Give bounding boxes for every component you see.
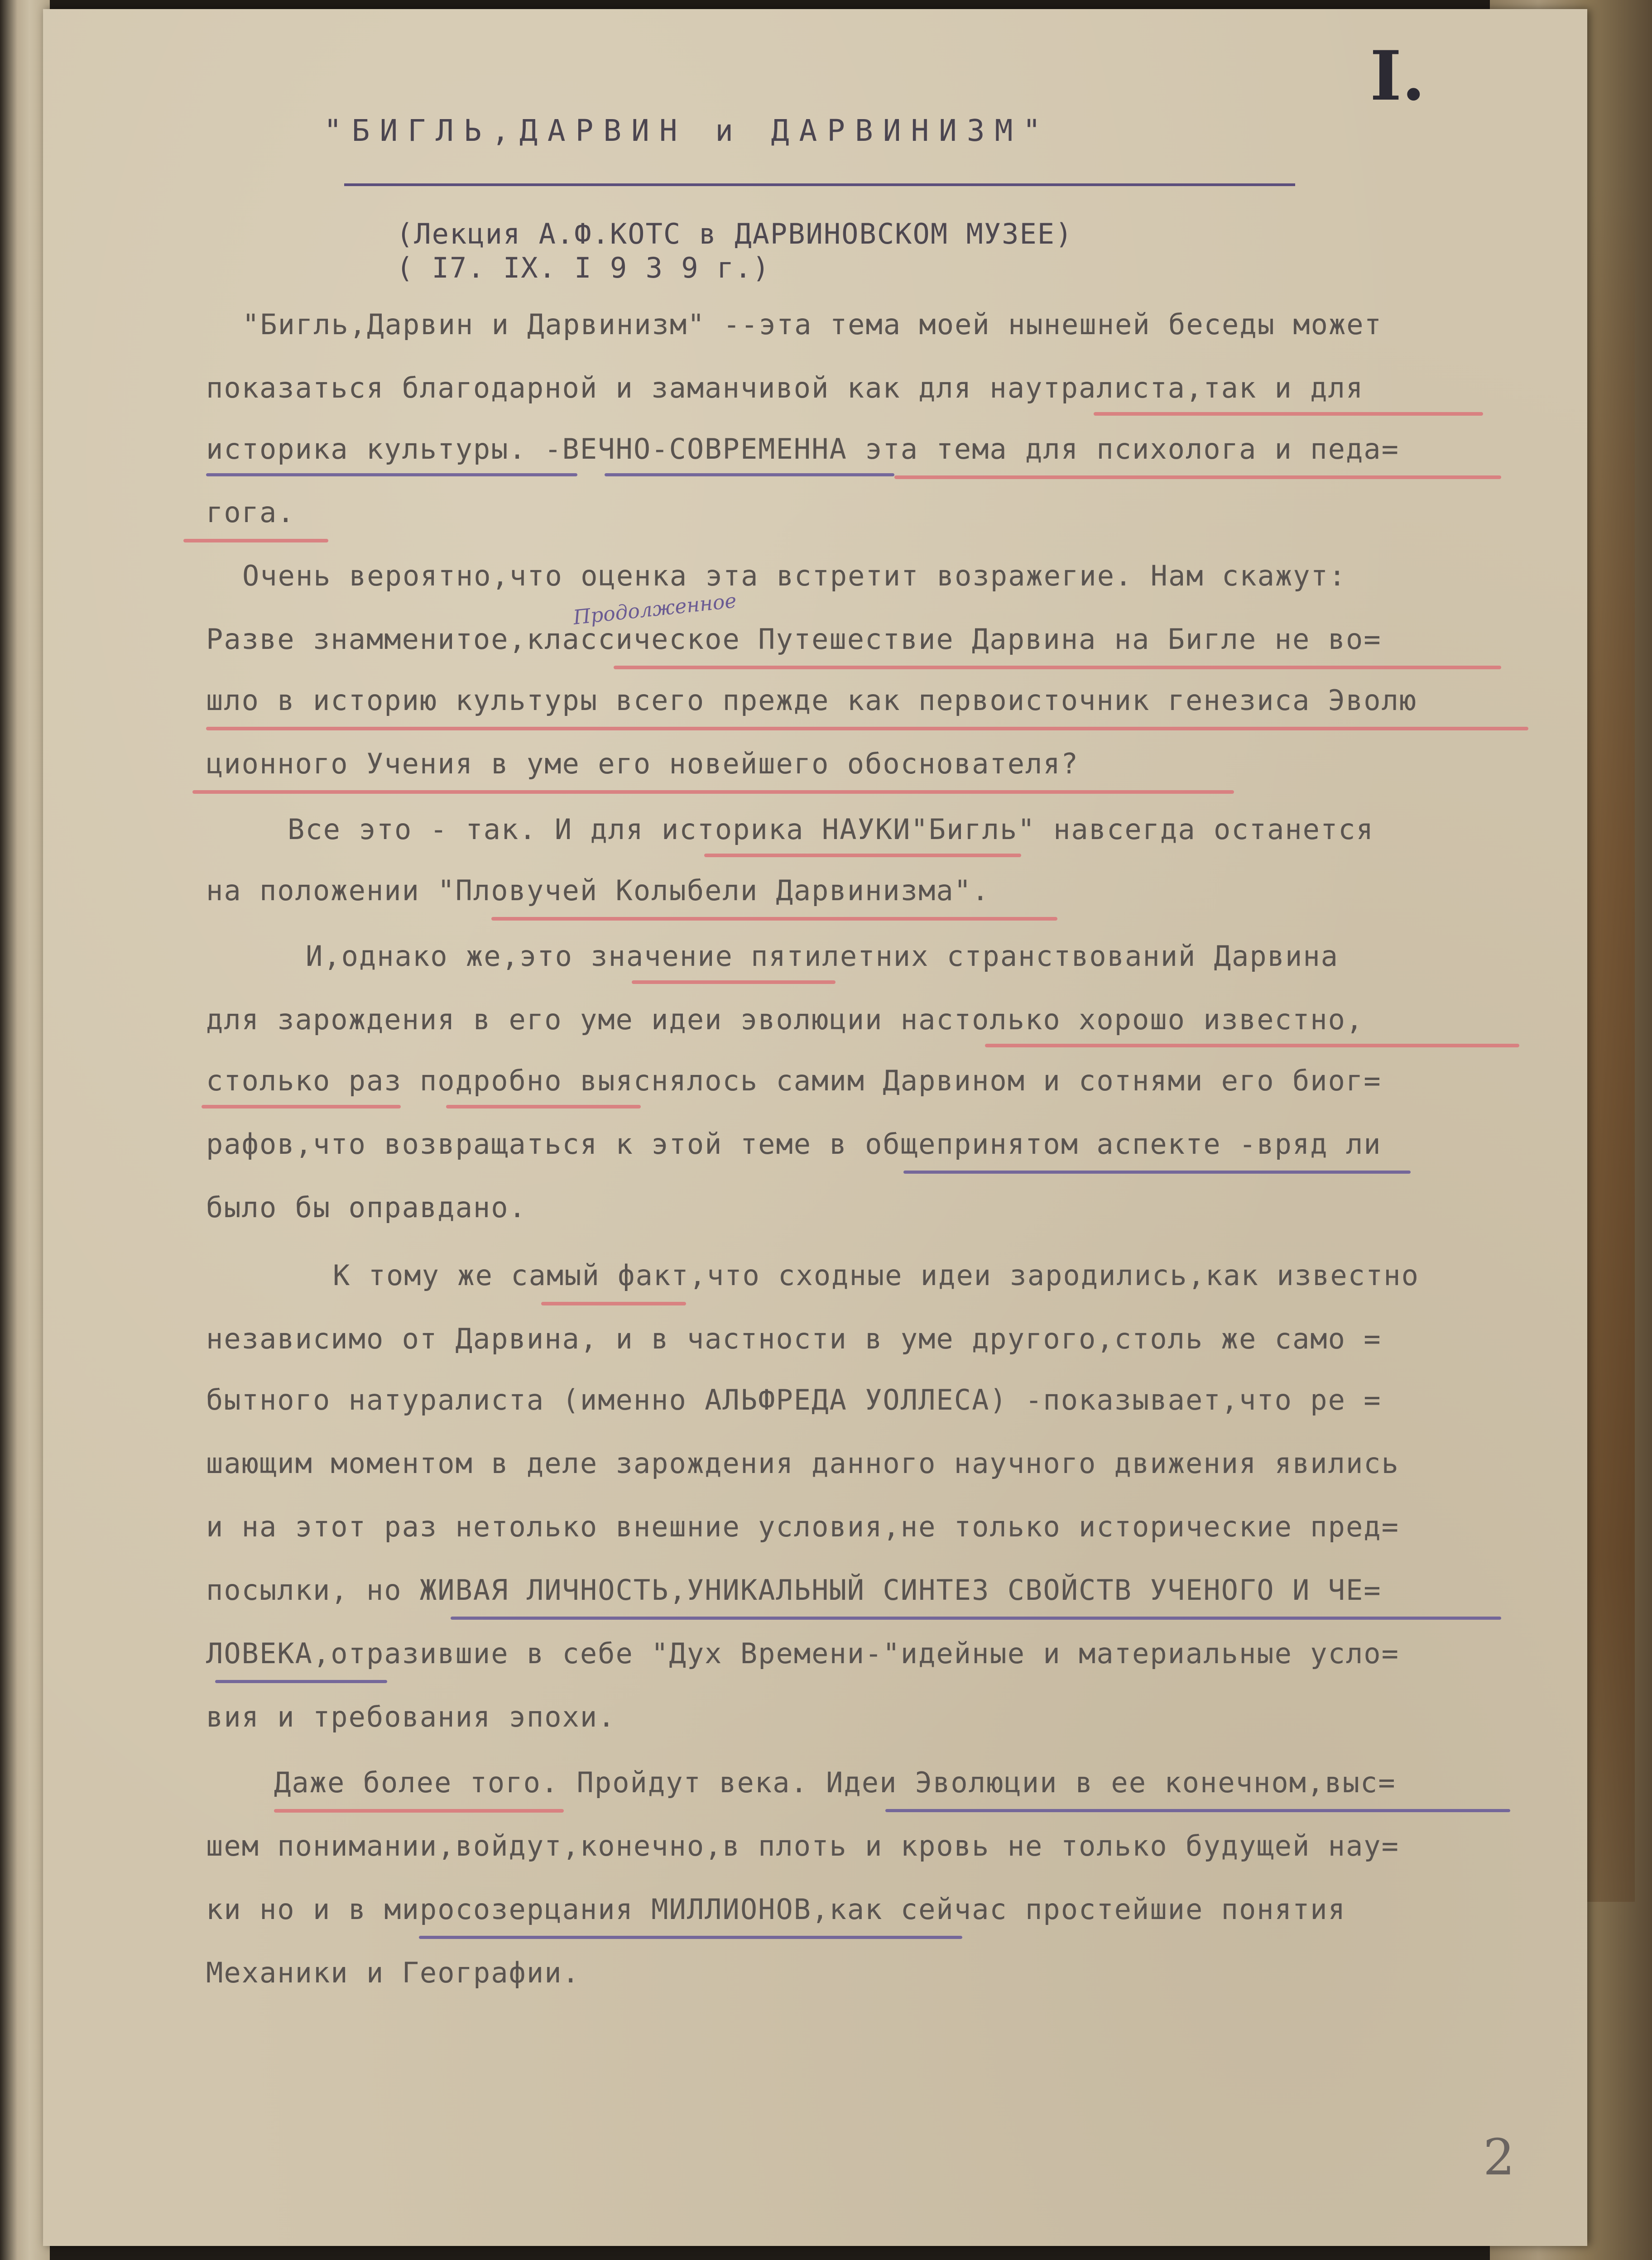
- blue-underline: [419, 1936, 962, 1939]
- text-line: рафов,что возвращаться к этой теме в общепринятом аспекте -вряд ли: [206, 1128, 1382, 1161]
- title-underline: [344, 183, 1295, 186]
- red-underline: [704, 854, 1021, 857]
- page-number: 2: [1483, 2128, 1515, 2186]
- text-line: посылки, но ЖИВАЯ ЛИЧНОСТЬ,УНИКАЛЬНЫЙ СИНТЕЗ СВОЙСТВ УЧЕНОГО И ЧЕ=: [206, 1574, 1382, 1607]
- text-line: бытного натуралиста (именно АЛЬФРЕДА УОЛЛЕСА) -показывает,что ре =: [206, 1383, 1382, 1416]
- text-line: показаться благодарной и заманчивой как для наутралиста,так и для: [206, 371, 1364, 404]
- text-line: для зарождения в его уме идеи эволюции настолько хорошо известно,: [206, 1003, 1364, 1036]
- text-line: ЛОВЕКА,отразившие в себе "Дух Времени-"идейные и материальные усло=: [206, 1637, 1399, 1670]
- red-underline: [614, 666, 1501, 669]
- blue-underline: [451, 1617, 1501, 1620]
- text-line: Очень вероятно,что оценка эта встретит возражегие. Нам скажут:: [242, 559, 1347, 592]
- text-line: Разве знамменитое,классическое Путешествие Дарвина на Бигле не во=: [206, 623, 1382, 656]
- page-stack-edge: [0, 0, 50, 2260]
- text-line: было бы оправдано.: [206, 1191, 527, 1224]
- blue-underline: [605, 473, 894, 476]
- text-line: ционного Учения в уме его новейшего обоснователя?: [206, 747, 1079, 780]
- text-line: столько раз подробно выяснялось самим Дарвином и сотнями его биог=: [206, 1064, 1382, 1097]
- text-line: Механики и Географии.: [206, 1956, 580, 1989]
- red-underline: [192, 790, 1234, 794]
- rust-stain: [1580, 181, 1635, 1902]
- lecture-subtitle: (Лекция А.Ф.КОТС в ДАРВИНОВСКОМ МУЗЕЕ): [396, 217, 1073, 250]
- lecture-date: ( I7. IX. I 9 3 9 г.): [396, 251, 770, 284]
- text-line: и на этот раз нетолько внешние условия,не только историческиe пред=: [206, 1510, 1399, 1543]
- text-line: шающим моментом в деле зарождения данного научного движения явились: [206, 1447, 1399, 1480]
- typewritten-page: [43, 9, 1587, 2246]
- text-line: К тому же самый факт,что сходные идеи зародились,как известно: [333, 1259, 1419, 1292]
- red-underline: [491, 917, 1057, 921]
- text-line: шем понимании,войдут,конечно,в плоть и кровь не только будущей нау=: [206, 1829, 1399, 1862]
- blue-underline: [206, 473, 577, 476]
- red-underline: [985, 1044, 1519, 1047]
- blue-underline: [903, 1171, 1411, 1174]
- text-line: вия и требования эпохи.: [206, 1700, 616, 1733]
- text-line: "Бигль,Дарвин и Дарвинизм" --эта тема моей нынешней беседы может: [242, 308, 1382, 341]
- red-underline: [541, 1302, 686, 1305]
- text-line: Все это - так. И для историка НАУКИ"Бигль" навсегда останется: [288, 813, 1374, 846]
- page-mark: I.: [1370, 36, 1426, 116]
- red-underline: [1094, 412, 1483, 416]
- red-underline: [202, 1105, 401, 1108]
- text-line: шло в историю культуры всего прежде как первоисточник генезиса Эволю: [206, 684, 1417, 717]
- red-underline: [274, 1809, 564, 1813]
- red-underline: [206, 727, 1528, 730]
- text-line: И,однако же,это значение пятилетних странствований Дарвина: [306, 940, 1339, 973]
- text-line: историка культуры. -ВЕЧНО-СОВРЕМЕННА эта темa для психолога и педа=: [206, 432, 1399, 465]
- text-line: ки но и в миросозерцания МИЛЛИОНОВ,как сейчас простейшие понятия: [206, 1893, 1346, 1926]
- red-underline: [894, 475, 1501, 479]
- red-underline: [183, 539, 328, 542]
- text-line: Даже более того. Пройдут века. Идеи Эволюции в ее конечном,выс=: [274, 1766, 1396, 1799]
- text-line: гога.: [206, 496, 295, 529]
- red-underline: [632, 980, 836, 984]
- text-line: независимо от Дарвина, и в частности в уме другого,столь же само =: [206, 1322, 1382, 1355]
- text-line: на положении "Пловучей Колыбели Дарвинизма".: [206, 874, 990, 907]
- blue-underline: [885, 1809, 1510, 1812]
- handwritten-insertion: Продолженное: [572, 589, 738, 629]
- red-underline: [446, 1105, 641, 1108]
- blue-underline: [215, 1680, 387, 1683]
- document-title: "БИГЛЬ,ДАРВИН и ДАРВИНИЗМ": [324, 113, 1051, 148]
